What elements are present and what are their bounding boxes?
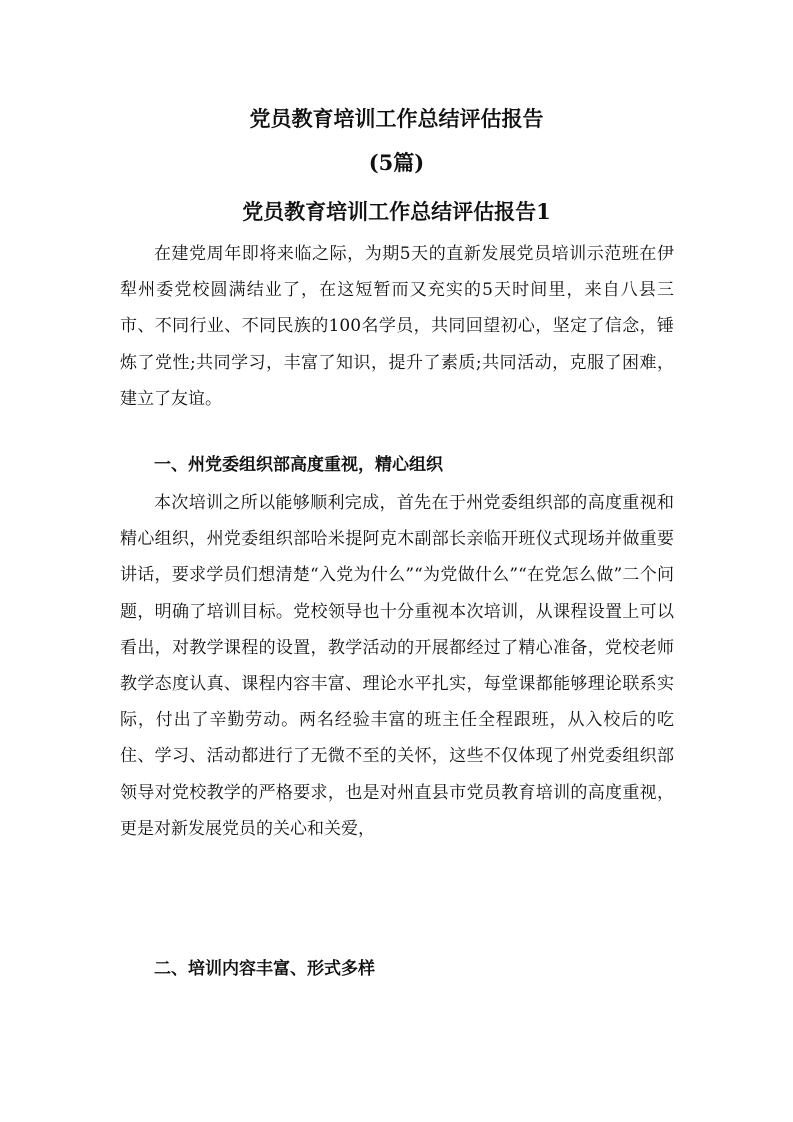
paragraph-1: 本次培训之所以能够顺利完成，首先在于州党委组织部的高度重视和精心组织，州党委组织部哈米提阿克木副部长亲临开班仪式现场并做重要讲话，要求学员们想清楚“入党为什么”“为党做什么”“在党怎么做”二个问题，明确了培训目标。党校领导也十分重视本次培训，从课程设置上可以看出，对教学课程的设置，教学活动的开展都经过了精心准备，党校老师教学态度认真、课程内容丰富、理论水平扎实，每堂课都能够理论联系实际，付出了辛勤劳动。两名经验丰富的班主任全程跟班，从入校后的吃住、学习、活动都进行了无微不至的关怀，这些不仅体现了州党委组织部领导对党校教学的严格要求，也是对州直县市党员教育培训的高度重视，更是对新发展党员的关心和关爱， <box>120 493 674 839</box>
document-subtitle: (5篇) <box>368 150 425 175</box>
heading-2: 二、培训内容丰富、形式多样 <box>154 959 375 979</box>
intro-paragraph: 在建党周年即将来临之际，为期5天的直新发展党员培训示范班在伊犁州委党校圆满结业了，在这短暂而又充实的5天时间里，来自八县三市、不同行业、不同民族的100名学员，共同回望初心，坚定了信念，锤炼了党性;共同学习，丰富了知识，提升了素质;共同活动，克服了困难，建立了友谊。 <box>120 244 674 409</box>
section-title: 党员教育培训工作总结评估报告1 <box>242 199 551 224</box>
heading-1: 一、州党委组织部高度重视，精心组织 <box>154 455 443 475</box>
document-title: 党员教育培训工作总结评估报告 <box>249 106 544 131</box>
